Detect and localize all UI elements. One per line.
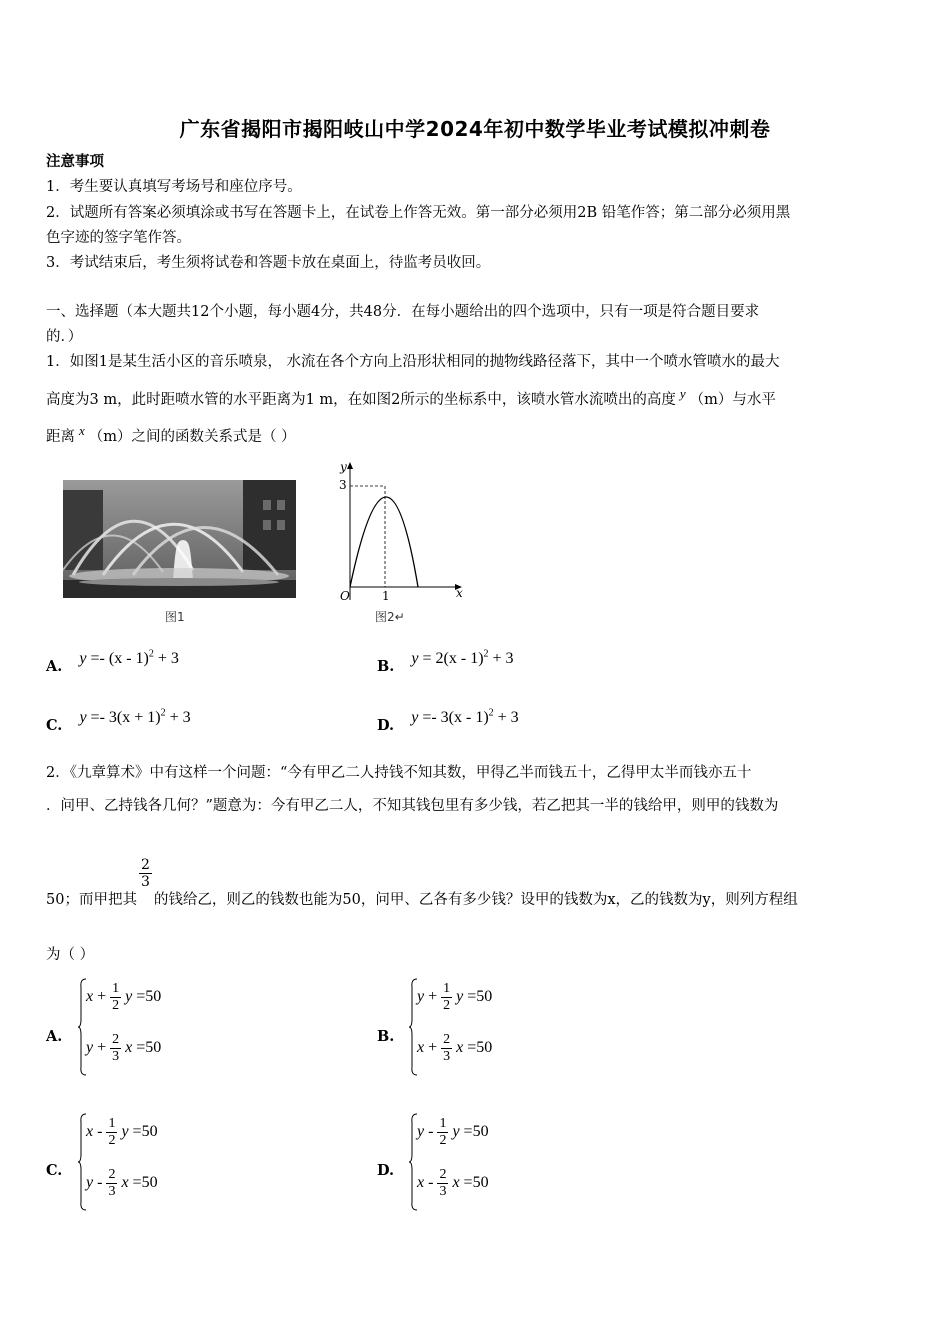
- x-tick-label: 1: [382, 589, 390, 603]
- q1-option-d: D. y =- 3(x - 1)$^2$ + 3: [377, 707, 519, 734]
- fountain-photo: [63, 480, 296, 598]
- q1-text-line3: 距离 x （m）之间的函数关系式是（ ）: [46, 423, 296, 445]
- notice-item: 3．考试结束后，考生须将试卷和答题卡放在桌面上，待监考员收回。: [46, 255, 491, 271]
- q1-text-line1: 1．如图1是某生活小区的音乐喷泉， 水流在各个方向上沿形状相同的抛物线路径落下，其中一个喷水管喷水的最大: [46, 354, 780, 370]
- q2-option-c-label: C.: [46, 1162, 63, 1179]
- x-axis-label: x: [456, 586, 463, 600]
- fig2-caption: 图2↵: [375, 610, 405, 624]
- y-tick-label: 3: [339, 478, 347, 492]
- q2-text-line3: 50；而甲把其 $\frac{2}{3}$ 的钱给乙，则乙的钱数也能为50，问甲、乙各有多少钱？设甲的钱数为x，乙的钱数为y，则列方程组: [46, 857, 798, 908]
- notice-heading: 注意事项: [46, 153, 104, 170]
- q2-option-a-label: A.: [46, 1028, 63, 1045]
- q2-option-d-system: y - $\frac{1}{2}$ y =50 x - $\frac{2}{3}$ x =50: [409, 1112, 529, 1212]
- q2-option-c-system: x - $\frac{1}{2}$ y =50 y - $\frac{2}{3}$ x =50: [78, 1112, 198, 1212]
- section-heading-cont: 的．）: [46, 329, 83, 345]
- notice-item: 1．考生要认真填写考场号和座位序号。: [46, 179, 302, 195]
- fig1-caption: 图1: [165, 610, 185, 624]
- notice-item: 2．试题所有答案必须填涂或书写在答题卡上，在试卷上作答无效。第一部分必须用2B 铅笔作答；第二部分必须用黑: [46, 205, 791, 221]
- notice-item: 色字迹的签字笔作答。: [46, 230, 191, 246]
- parabola-graph: [330, 460, 470, 610]
- q1-option-c: C. $y =- 3(x + 1)^2 + 3$: [46, 707, 191, 734]
- q2-option-a-system: x + $\frac{1}{2}$ y =50 y + $\frac{2}{3}$ x =50: [78, 977, 198, 1077]
- section-heading: 一、选择题（本大题共12个小题，每小题4分，共48分．在每小题给出的四个选项中，只有一项是符合题目要求: [46, 304, 760, 320]
- q2-text-line1: 2．《九章算术》中有这样一个问题：“今有甲乙二人持钱不知其数，甲得乙半而钱五十，乙得甲太半而钱亦五十: [46, 765, 752, 781]
- q1-text-line2: 高度为3 m，此时距喷水管的水平距离为1 m，在如图2所示的坐标系中，该喷水管水流喷出的高度 y （m）与水平: [46, 386, 776, 408]
- q1-option-b: B. y = 2(x - 1)$^2$ + 3: [377, 648, 514, 675]
- origin-label: O: [340, 589, 350, 603]
- q1-option-a: A. y =- (x - 1)$^2$ + 3: [46, 648, 179, 675]
- y-axis-label: y: [340, 460, 347, 474]
- q2-text-line4: 为（ ）: [46, 947, 95, 963]
- q2-option-d-label: D.: [377, 1162, 395, 1179]
- q2-option-b-system: y + $\frac{1}{2}$ y =50 x + $\frac{2}{3}$ x =50: [409, 977, 529, 1077]
- q2-option-b-label: B.: [377, 1028, 395, 1045]
- page-title: 广东省揭阳市揭阳岐山中学2024年初中数学毕业考试模拟冲刺卷: [179, 117, 771, 141]
- q2-text-line2: ．问甲、乙持钱各几何？”题意为：今有甲乙二人，不知其钱包里有多少钱，若乙把其一半的钱给甲，则甲的钱数为: [46, 798, 779, 814]
